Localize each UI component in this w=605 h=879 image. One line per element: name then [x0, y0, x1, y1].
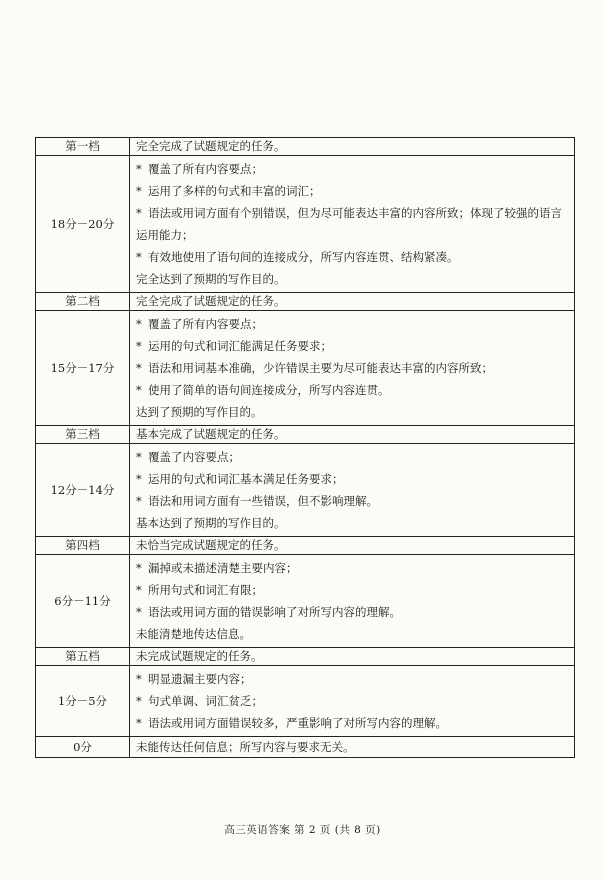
grade-conclusion: 完全达到了预期的写作目的。: [136, 272, 286, 286]
criteria-text: 使用了简单的语句间连接成分，所写内容连贯。: [148, 383, 390, 397]
level-header-row: [36, 537, 575, 555]
asterisk-bullet-icon: *: [136, 184, 142, 198]
criteria-item: [136, 335, 568, 357]
criteria-text: 有效地使用了语句间的连接成分，所写内容连贯、结构紧凑。: [148, 250, 459, 264]
zero-score-row: [36, 737, 575, 758]
grade-name: 第二档: [36, 293, 130, 311]
grade-conclusion: 达到了预期的写作目的。: [136, 405, 263, 419]
criteria-text: 所用句式和词汇有限；: [148, 583, 263, 597]
criteria-text: 覆盖了内容要点；: [148, 450, 240, 464]
level-body-row: [36, 444, 575, 537]
asterisk-bullet-icon: *: [136, 383, 142, 397]
rubric-body: [36, 138, 575, 758]
asterisk-bullet-icon: *: [136, 162, 142, 176]
asterisk-bullet-icon: *: [136, 250, 142, 264]
criteria-item: [136, 246, 568, 268]
criteria-item: [136, 180, 568, 202]
criteria-item: [136, 712, 568, 734]
asterisk-bullet-icon: *: [136, 339, 142, 353]
criteria-text: 运用了多样的句式和丰富的词汇；: [148, 184, 321, 198]
level-header-row: [36, 293, 575, 311]
criteria-item: [136, 446, 568, 468]
criteria-item: [136, 357, 568, 379]
grade-name: 第五档: [36, 648, 130, 666]
grade-name: 第四档: [36, 537, 130, 555]
score-range: 1分－5分: [36, 666, 130, 737]
grade-conclusion: 未能清楚地传达信息。: [136, 627, 251, 641]
criteria-text: 语法或用词方面有个别错误，但为尽可能表达丰富的内容所致；体现了较强的语言运用能力；: [136, 206, 562, 242]
score-range: 12分－14分: [36, 444, 130, 537]
criteria-text: 明显遗漏主要内容；: [148, 672, 252, 686]
grade-summary: 基本完成了试题规定的任务。: [130, 426, 575, 444]
criteria-text: 语法和用词基本准确，少许错误主要为尽可能表达丰富的内容所致；: [148, 361, 493, 375]
criteria-item: [136, 601, 568, 623]
asterisk-bullet-icon: *: [136, 206, 142, 220]
asterisk-bullet-icon: *: [136, 561, 142, 575]
zero-score: 0分: [36, 737, 130, 758]
level-header-row: [36, 648, 575, 666]
criteria-text: 覆盖了所有内容要点；: [148, 317, 263, 331]
asterisk-bullet-icon: *: [136, 605, 142, 619]
asterisk-bullet-icon: *: [136, 494, 142, 508]
asterisk-bullet-icon: *: [136, 317, 142, 331]
criteria-item: [136, 313, 568, 335]
level-body-row: [36, 666, 575, 737]
criteria-text: 句式单调、词汇贫乏；: [148, 694, 263, 708]
asterisk-bullet-icon: *: [136, 450, 142, 464]
grade-criteria: [130, 156, 575, 293]
criteria-item: [136, 379, 568, 401]
criteria-text: 覆盖了所有内容要点；: [148, 162, 263, 176]
criteria-text: 运用的句式和词汇能满足任务要求；: [148, 339, 332, 353]
level-body-row: [36, 156, 575, 293]
criteria-item: [136, 158, 568, 180]
criteria-text: 语法或用词方面错误较多，严重影响了对所写内容的理解。: [148, 716, 447, 730]
grade-summary: 完全完成了试题规定的任务。: [130, 293, 575, 311]
grade-criteria: [130, 666, 575, 737]
asterisk-bullet-icon: *: [136, 672, 142, 686]
grade-name: 第三档: [36, 426, 130, 444]
criteria-item: [136, 690, 568, 712]
level-body-row: [36, 311, 575, 426]
grade-criteria: [130, 311, 575, 426]
asterisk-bullet-icon: *: [136, 694, 142, 708]
criteria-item: [136, 668, 568, 690]
grade-conclusion: 基本达到了预期的写作目的。: [136, 516, 286, 530]
level-header-row: [36, 138, 575, 156]
scoring-rubric-table: [35, 137, 575, 758]
criteria-text: 语法或用词方面的错误影响了对所写内容的理解。: [148, 605, 401, 619]
score-range: 18分－20分: [36, 156, 130, 293]
asterisk-bullet-icon: *: [136, 361, 142, 375]
criteria-item: [136, 557, 568, 579]
criteria-item: [136, 490, 568, 512]
grade-criteria: [130, 444, 575, 537]
grade-summary: 未恰当完成试题规定的任务。: [130, 537, 575, 555]
grade-summary: 未完成试题规定的任务。: [130, 648, 575, 666]
level-header-row: [36, 426, 575, 444]
grade-summary: 完全完成了试题规定的任务。: [130, 138, 575, 156]
asterisk-bullet-icon: *: [136, 583, 142, 597]
zero-score-desc: 未能传达任何信息；所写内容与要求无关。: [130, 737, 575, 758]
criteria-item: [136, 202, 568, 246]
score-range: 6分－11分: [36, 555, 130, 648]
criteria-text: 漏掉或未描述清楚主要内容；: [148, 561, 298, 575]
grade-name: 第一档: [36, 138, 130, 156]
criteria-text: 运用的句式和词汇基本满足任务要求；: [148, 472, 344, 486]
grade-criteria: [130, 555, 575, 648]
page-footer: 高三英语答案 第 2 页 (共 8 页): [224, 824, 381, 836]
score-range: 15分－17分: [36, 311, 130, 426]
asterisk-bullet-icon: *: [136, 472, 142, 486]
asterisk-bullet-icon: *: [136, 716, 142, 730]
criteria-item: [136, 579, 568, 601]
level-body-row: [36, 555, 575, 648]
criteria-item: [136, 468, 568, 490]
criteria-text: 语法和用词方面有一些错误，但不影响理解。: [148, 494, 378, 508]
